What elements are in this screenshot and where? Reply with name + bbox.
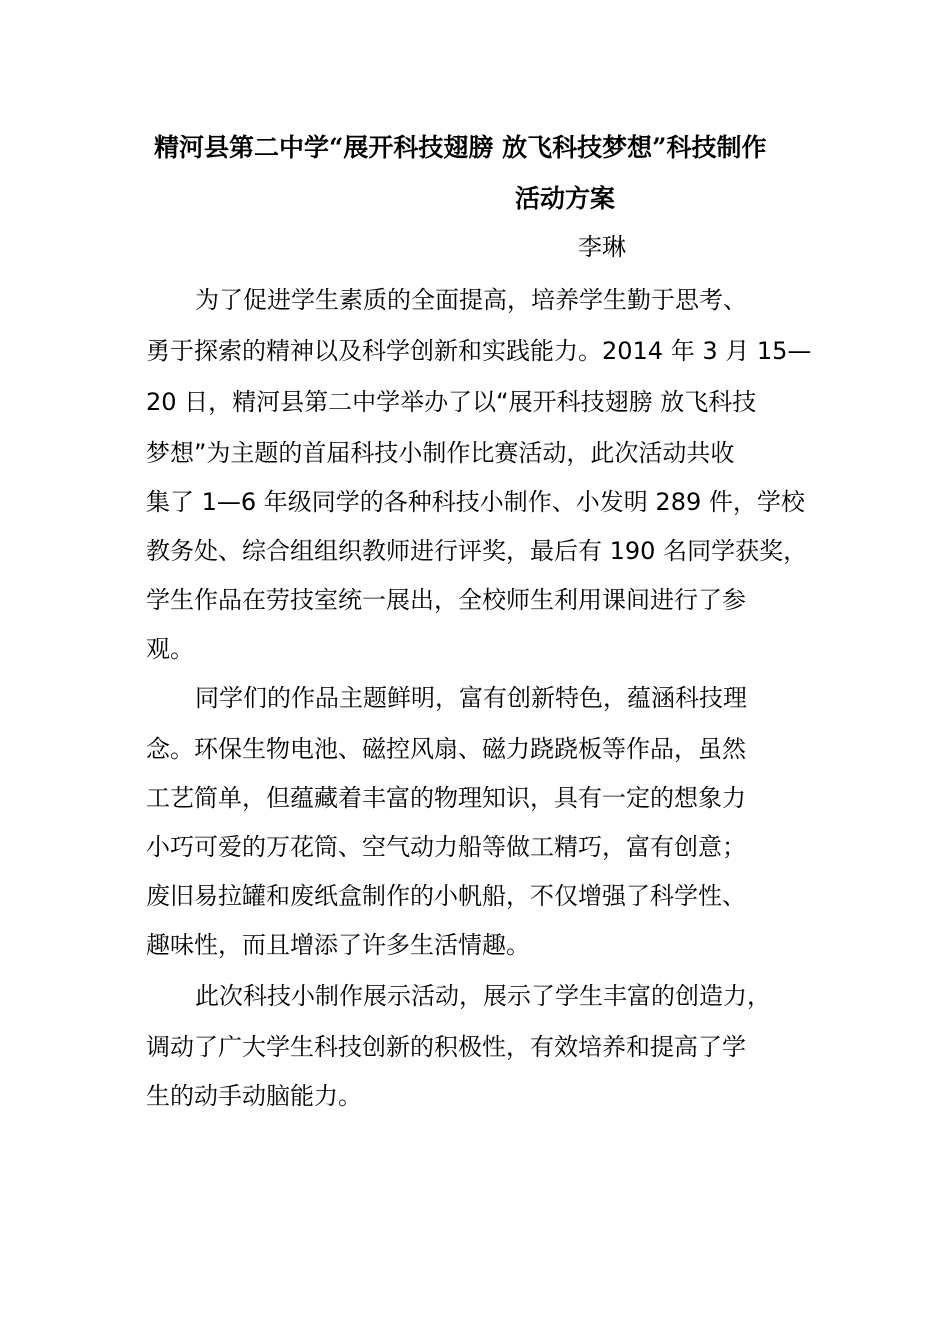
paragraph-1-line-2: 勇于探索的精神以及科学创新和实践能力。2014 年 3 月 15— [146, 337, 812, 365]
paragraph-1-line-8: 观。 [146, 635, 194, 663]
paragraph-3-line-1: 此次科技小制作展示活动，展示了学生丰富的创造力， [195, 982, 771, 1010]
paragraph-2-line-5: 废旧易拉罐和废纸盒制作的小帆船，不仅增强了科学性、 [146, 882, 746, 910]
paragraph-3-line-3: 生的动手动脑能力。 [146, 1082, 362, 1110]
paragraph-2-line-1: 同学们的作品主题鲜明，富有创新特色，蕴涵科技理 [195, 684, 747, 712]
document-author: 李琳 [578, 233, 626, 261]
paragraph-1-line-7: 学生作品在劳技室统一展出，全校师生利用课间进行了参 [146, 586, 746, 614]
paragraph-1-line-4: 梦想”为主题的首届科技小制作比赛活动，此次活动共收 [146, 439, 735, 467]
document-title-line-1: 精河县第二中学“展开科技翅膀 放飞科技梦想”科技制作 [154, 133, 767, 162]
paragraph-1-line-6: 教务处、综合组组织教师进行评奖，最后有 190 名同学获奖， [146, 537, 808, 565]
paragraph-2-line-4: 小巧可爱的万花筒、空气动力船等做工精巧，富有创意； [146, 833, 746, 861]
paragraph-3-line-2: 调动了广大学生科技创新的积极性，有效培养和提高了学 [146, 1033, 746, 1061]
paragraph-2-line-2: 念。环保生物电池、磁控风扇、磁力跷跷板等作品，虽然 [146, 735, 746, 763]
paragraph-1-line-5: 集了 1—6 年级同学的各种科技小制作、小发明 289 件，学校 [146, 488, 805, 516]
paragraph-2-line-6: 趣味性，而且增添了许多生活情趣。 [146, 931, 530, 959]
paragraph-1-line-3: 20 日，精河县第二中学举办了以“展开科技翅膀 放飞科技 [146, 388, 757, 416]
paragraph-2-line-3: 工艺简单，但蕴藏着丰富的物理知识，具有一定的想象力 [146, 784, 746, 812]
paragraph-1-line-1: 为了促进学生素质的全面提高，培养学生勤于思考、 [195, 286, 747, 314]
document-title-line-2: 活动方案 [515, 184, 616, 213]
